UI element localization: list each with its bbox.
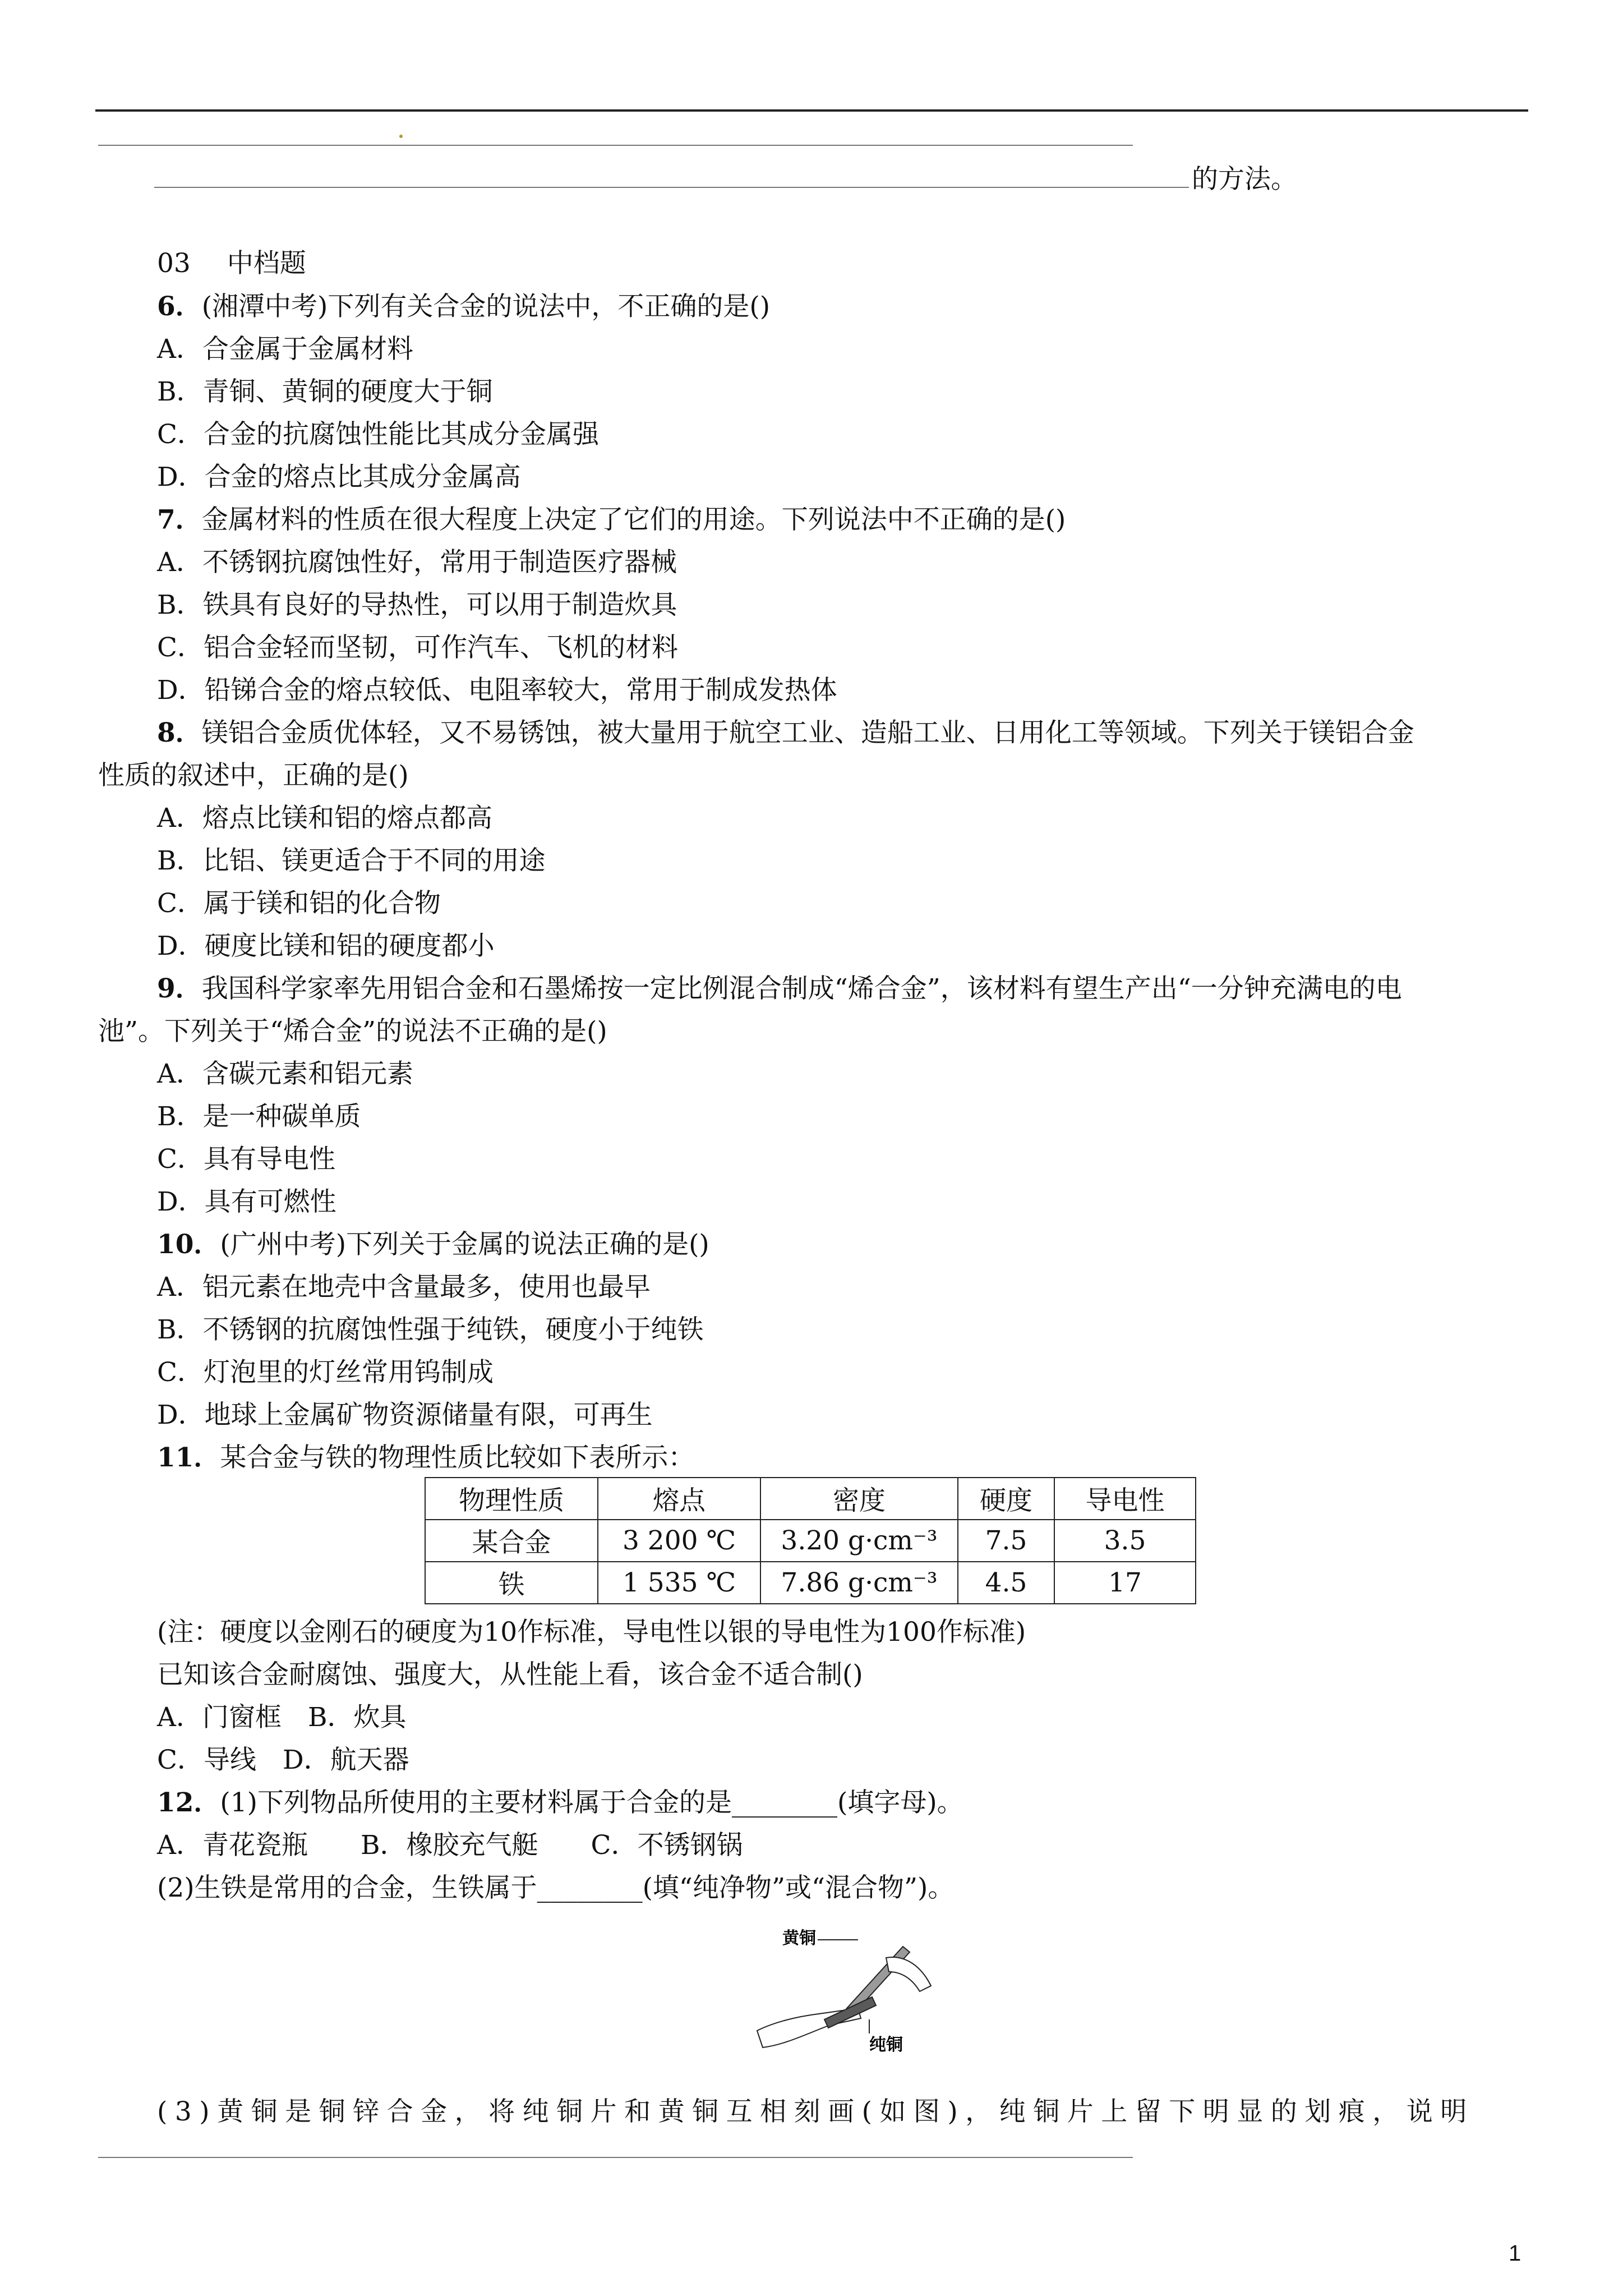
table-cell: 铁 xyxy=(425,1562,598,1604)
table-header-row xyxy=(425,1478,1196,1520)
question-number: 6． xyxy=(157,291,202,322)
option-line: A．含碳元素和铝元素 xyxy=(157,1059,413,1089)
option-line: B．是一种碳单质 xyxy=(157,1101,361,1132)
question-stem: 9．我国科学家率先用铝合金和石墨烯按一定比例混合制成“烯合金”，该材料有望生产出“一分钟充满电的电 xyxy=(157,973,1402,1004)
option-line: A．青花瓷瓶 B．橡胶充气艇 C．不锈钢锅 xyxy=(157,1830,743,1861)
option-line: A．门窗框 B．炊具 xyxy=(157,1702,407,1733)
question-part: (2)生铁是常用的合金，生铁属于________(填“纯净物”或“混合物”)。 xyxy=(157,1872,955,1903)
question-stem: 10．(广州中考)下列关于金属的说法正确的是() xyxy=(157,1229,709,1260)
figure-label-brass: 黄铜 xyxy=(782,1929,816,1948)
option-line: C．导线 D．航天器 xyxy=(157,1745,409,1775)
answer-blank-line xyxy=(98,145,1133,146)
table-header: 密度 xyxy=(760,1478,958,1520)
option-line: B．不锈钢的抗腐蚀性强于纯铁，硬度小于纯铁 xyxy=(157,1314,704,1345)
q5-ending: 的方法。 xyxy=(1192,164,1297,195)
question-number: 12． xyxy=(157,1787,220,1818)
question-stem: 7．金属材料的性质在很大程度上决定了它们的用途。下列说法中不正确的是() xyxy=(157,504,1066,535)
question-part: (3)黄铜是铜锌合金，将纯铜片和黄铜互相刻画(如图)，纯铜片上留下明显的划痕，说明 xyxy=(157,2096,1474,2127)
brass-strip xyxy=(847,1947,910,2014)
question-number: 11． xyxy=(157,1442,220,1473)
scratch-figure xyxy=(751,1924,942,2059)
option-line: C．铝合金轻而坚韧，可作汽车、飞机的材料 xyxy=(157,632,678,663)
option-line: D．硬度比镁和铝的硬度都小 xyxy=(157,931,495,961)
answer-blank-line xyxy=(98,2157,1133,2158)
answer-blank-line xyxy=(154,187,1189,188)
option-line: C．合金的抗腐蚀性能比其成分金属强 xyxy=(157,419,599,450)
table-cell: 3.5 xyxy=(1054,1520,1196,1562)
section-number: 03 xyxy=(157,248,191,279)
option-line: B．青铜、黄铜的硬度大于铜 xyxy=(157,376,493,407)
question-stem-continued: 池”。下列关于“烯合金”的说法不正确的是() xyxy=(98,1016,607,1047)
table-cell: 17 xyxy=(1054,1562,1196,1604)
table-note: (注：硬度以金刚石的硬度为10作标准，导电性以银的导电性为100作标准) xyxy=(157,1617,1026,1648)
question-stem: 8．镁铝合金质优体轻，又不易锈蚀，被大量用于航空工业、造船工业、日用化工等领域。下列关于镁铝合金 xyxy=(157,717,1414,748)
table-row xyxy=(425,1562,1196,1604)
question-text: 已知该合金耐腐蚀、强度大，从性能上看，该合金不适合制() xyxy=(157,1659,863,1690)
section-heading xyxy=(157,247,306,280)
option-line: D．合金的熔点比其成分金属高 xyxy=(157,462,521,493)
option-line: C．具有导电性 xyxy=(157,1144,335,1175)
option-line: B．铁具有良好的导热性，可以用于制造炊具 xyxy=(157,590,677,620)
table-header: 物理性质 xyxy=(425,1478,598,1520)
option-line: D．具有可燃性 xyxy=(157,1186,336,1217)
question-number: 8． xyxy=(157,717,202,748)
table-cell: 3 200 ℃ xyxy=(598,1520,760,1562)
question-stem: 12．(1)下列物品所使用的主要材料属于合金的是________(填字母)。 xyxy=(157,1787,963,1818)
top-rule xyxy=(95,109,1528,112)
question-number: 10． xyxy=(157,1229,220,1260)
table-row xyxy=(425,1520,1196,1562)
table-header: 硬度 xyxy=(958,1478,1054,1520)
question-number: 7． xyxy=(157,504,202,535)
section-title: 中档题 xyxy=(227,248,306,279)
page-number: 1 xyxy=(1509,2241,1521,2266)
question-stem-continued: 性质的叙述中，正确的是() xyxy=(98,760,409,791)
table-cell: 某合金 xyxy=(425,1520,598,1562)
option-line: A．熔点比镁和铝的熔点都高 xyxy=(157,803,492,834)
question-stem: 6．(湘潭中考)下列有关合金的说法中，不正确的是() xyxy=(157,291,771,322)
table-cell: 7.86 g·cm⁻³ xyxy=(760,1562,958,1604)
question-number: 9． xyxy=(157,973,202,1004)
option-line: D．地球上金属矿物资源储量有限，可再生 xyxy=(157,1400,653,1430)
property-table xyxy=(425,1477,1196,1604)
table-header: 熔点 xyxy=(598,1478,760,1520)
option-line: C．灯泡里的灯丝常用钨制成 xyxy=(157,1357,494,1388)
table-cell: 4.5 xyxy=(958,1562,1054,1604)
option-line: A．合金属于金属材料 xyxy=(157,334,413,365)
option-line: B．比铝、镁更适合于不同的用途 xyxy=(157,845,546,876)
table-cell: 7.5 xyxy=(958,1520,1054,1562)
table-cell: 3.20 g·cm⁻³ xyxy=(760,1520,958,1562)
question-stem: 11．某合金与铁的物理性质比较如下表所示： xyxy=(157,1442,695,1473)
stray-mark xyxy=(399,135,403,138)
figure-label-copper: 纯铜 xyxy=(869,2035,903,2055)
table-header: 导电性 xyxy=(1054,1478,1196,1520)
option-line: A．不锈钢抗腐蚀性好，常用于制造医疗器械 xyxy=(157,547,677,578)
option-line: D．铅锑合金的熔点较低、电阻率较大，常用于制成发热体 xyxy=(157,675,837,706)
option-line: C．属于镁和铝的化合物 xyxy=(157,888,441,919)
table-cell: 1 535 ℃ xyxy=(598,1562,760,1604)
option-line: A．铝元素在地壳中含量最多，使用也最早 xyxy=(157,1272,651,1303)
hand-right xyxy=(886,1957,931,1991)
